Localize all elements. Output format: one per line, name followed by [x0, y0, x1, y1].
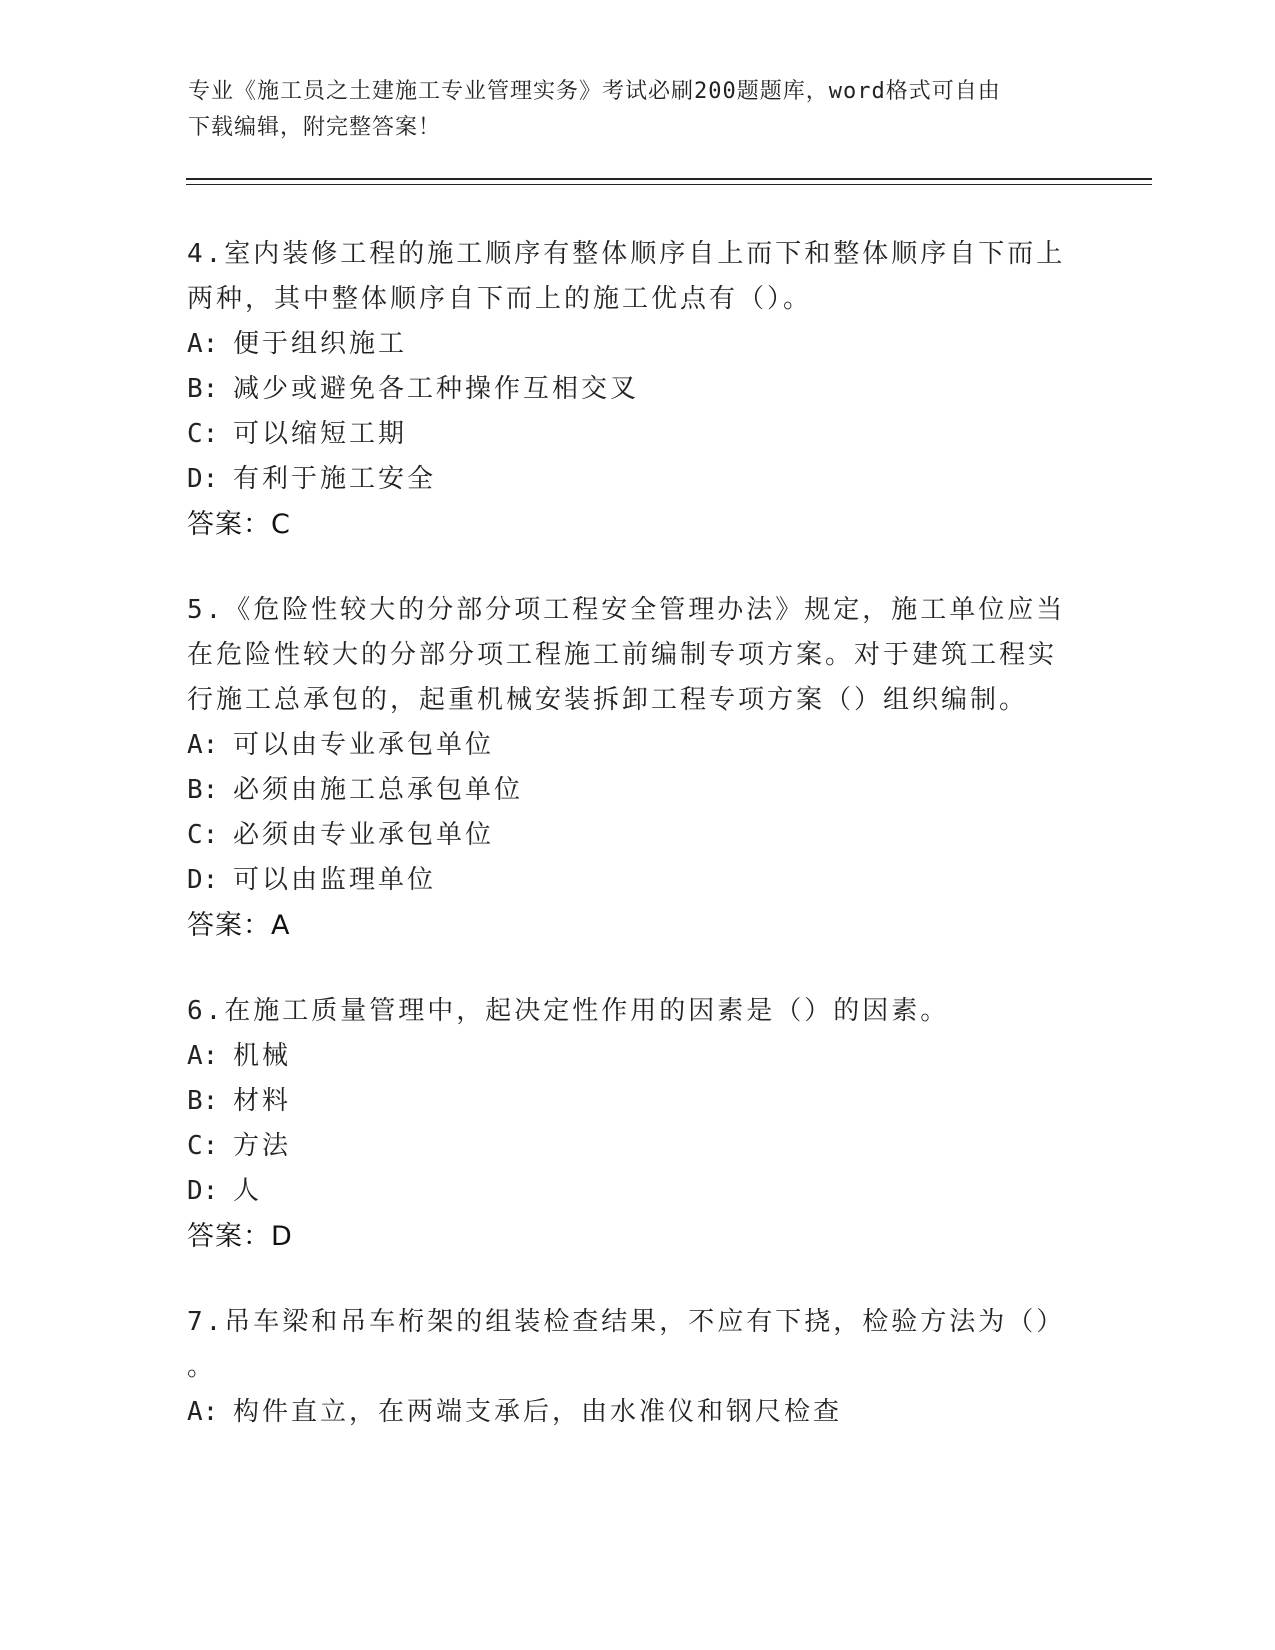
- option-b: [187, 367, 1067, 412]
- option-d: [187, 858, 1067, 903]
- option-letter: A:: [187, 1397, 219, 1427]
- option-letter: D:: [187, 1176, 219, 1206]
- question-stem-line: 在危险性较大的分部分项工程施工前编制专项方案。对于建筑工程实: [187, 640, 1058, 670]
- option-letter: B:: [187, 775, 219, 805]
- option-letter: D:: [187, 865, 219, 895]
- answer-value: D: [271, 1221, 292, 1252]
- option-letter: A:: [187, 1041, 219, 1071]
- option-text: 构件直立，在两端支承后，由水准仪和钢尺检查: [233, 1397, 843, 1427]
- header-title-line-1: 专业《施工员之土建施工专业管理实务》考试必刷200题题库，word格式可自由: [188, 79, 1001, 104]
- option-letter: B:: [187, 374, 219, 404]
- header-title-line-2: 下载编辑，附完整答案！: [188, 115, 442, 140]
- header-divider-thin: [186, 184, 1152, 185]
- question-stem-line: 4.室内装修工程的施工顺序有整体顺序自上而下和整体顺序自下而上: [187, 239, 1066, 269]
- option-text: 有利于施工安全: [233, 464, 437, 494]
- answer-line: [187, 502, 1067, 548]
- answer-label: 答案：: [187, 910, 271, 941]
- option-text: 减少或避免各工种操作互相交叉: [233, 374, 640, 404]
- option-text: 可以缩短工期: [233, 419, 408, 449]
- question-stem-line: 5.《危险性较大的分部分项工程安全管理办法》规定，施工单位应当: [187, 595, 1066, 625]
- option-c: [187, 813, 1067, 858]
- option-text: 材料: [233, 1086, 292, 1116]
- option-text: 可以由监理单位: [233, 865, 437, 895]
- question-item: [187, 989, 1067, 1260]
- option-letter: A:: [187, 329, 219, 359]
- option-c: [187, 1124, 1067, 1169]
- option-text: 方法: [233, 1131, 292, 1161]
- question-item: [187, 232, 1067, 548]
- answer-line: [187, 1214, 1067, 1260]
- header-divider: [186, 178, 1152, 180]
- option-b: [187, 1079, 1067, 1124]
- question-stem-line: 6.在施工质量管理中，起决定性作用的因素是（）的因素。: [187, 996, 950, 1026]
- option-a: [187, 1034, 1067, 1079]
- question-list: [187, 232, 1067, 1475]
- option-a: [187, 322, 1067, 367]
- option-text: 必须由专业承包单位: [233, 820, 495, 850]
- option-letter: A:: [187, 730, 219, 760]
- question-item: [187, 1300, 1067, 1435]
- answer-line: [187, 903, 1067, 949]
- option-a: [187, 723, 1067, 768]
- option-letter: C:: [187, 820, 219, 850]
- option-d: [187, 457, 1067, 502]
- answer-value: C: [271, 509, 290, 540]
- option-d: [187, 1169, 1067, 1214]
- option-text: 机械: [233, 1041, 292, 1071]
- answer-label: 答案：: [187, 1221, 271, 1252]
- question-stem-line: 两种，其中整体顺序自下而上的施工优点有（）。: [187, 284, 813, 314]
- option-text: 便于组织施工: [233, 329, 408, 359]
- answer-value: A: [271, 910, 290, 941]
- option-letter: C:: [187, 1131, 219, 1161]
- option-b: [187, 768, 1067, 813]
- option-text: 人: [233, 1176, 263, 1206]
- option-letter: D:: [187, 464, 219, 494]
- option-text: 可以由专业承包单位: [233, 730, 495, 760]
- question-stem-line: 7.吊车梁和吊车桁架的组装检查结果，不应有下挠，检验方法为（）: [187, 1307, 1066, 1337]
- answer-label: 答案：: [187, 509, 271, 540]
- option-text: 必须由施工总承包单位: [233, 775, 524, 805]
- option-a: [187, 1390, 1067, 1435]
- option-c: [187, 412, 1067, 457]
- question-stem-line: 。: [187, 1352, 217, 1382]
- question-stem-line: 行施工总承包的，起重机械安装拆卸工程专项方案（）组织编制。: [187, 685, 1029, 715]
- question-item: [187, 588, 1067, 949]
- document-header: [188, 74, 1068, 146]
- option-letter: C:: [187, 419, 219, 449]
- option-letter: B:: [187, 1086, 219, 1116]
